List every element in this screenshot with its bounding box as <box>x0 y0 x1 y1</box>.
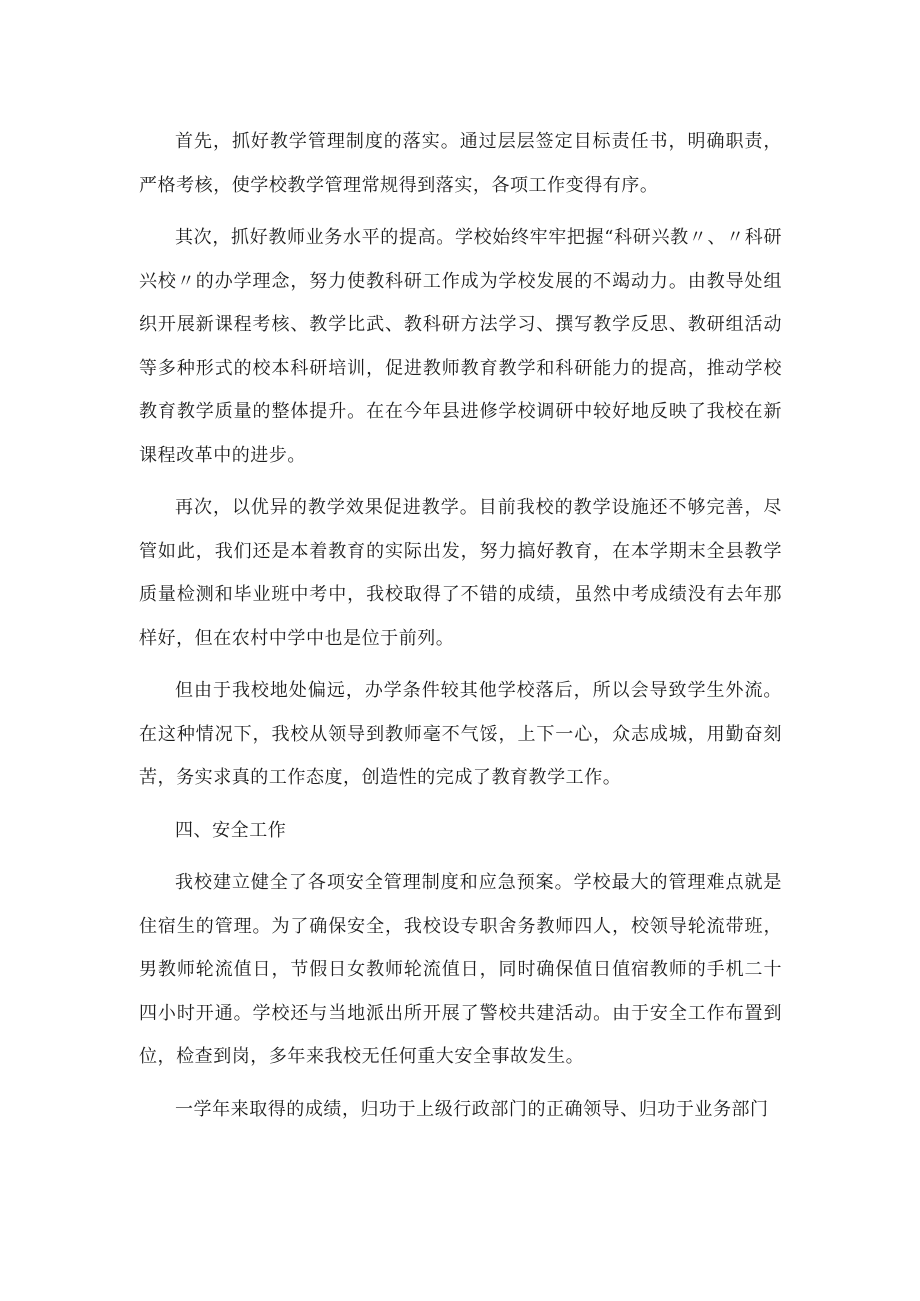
paragraph-achievements: 一学年来取得的成绩，归功于上级行政部门的正确领导、归功于业务部门 <box>175 1098 769 1120</box>
paragraph-safety-management: 我校建立健全了各项安全管理制度和应急预案。学校最大的管理难点就是住宿生的管理。为了确保安全，我校设专职舍务教师四人，校领导轮流带班，男教师轮流值日，节假日女教师轮流值日，同时确保值日值宿教师的手机二十四小时开通。学校还与当地派出所开展了警校共建活动。由于安全工作布置到位，检查到岗，多年来我校无任何重大安全事故发生。 <box>139 872 782 1067</box>
section-heading-safety: 四、安全工作 <box>175 819 287 841</box>
paragraph-school-conditions: 但由于我校地处偏远，办学条件较其他学校落后，所以会导致学生外流。在这种情况下，我校从领导到教师毫不气馁，上下一心，众志成城，用勤奋刻苦，务实求真的工作态度，创造性的完成了教育教学工作。 <box>139 680 782 788</box>
paragraph-teaching-management: 首先，抓好教学管理制度的落实。通过层层签定目标责任书，明确职责，严格考核，使学校教学管理常规得到落实，各项工作变得有序。 <box>139 131 782 196</box>
paragraph-teacher-development: 其次，抓好教师业务水平的提高。学校始终牢牢把握“科研兴教〃、〃科研兴校〃的办学理念，努力使教科研工作成为学校发展的不竭动力。由教导处组织开展新课程考核、教学比武、教科研方法学习、撰写教学反思、教研组活动等多种形式的校本科研培训，促进教师教育教学和科研能力的提高，推动学校教育教学质量的整体提升。在在今年县进修学校调研中较好地反映了我校在新课程改革中的进步。 <box>139 227 782 466</box>
document-body <box>139 120 782 1140</box>
paragraph-teaching-results: 再次，以优异的教学效果促进教学。目前我校的教学设施还不够完善，尽管如此，我们还是本着教育的实际出发，努力搞好教育，在本学期末全县教学质量检测和毕业班中考中，我校取得了不错的成绩，虽然中考成绩没有去年那样好，但在农村中学中也是位于前列。 <box>139 497 782 649</box>
